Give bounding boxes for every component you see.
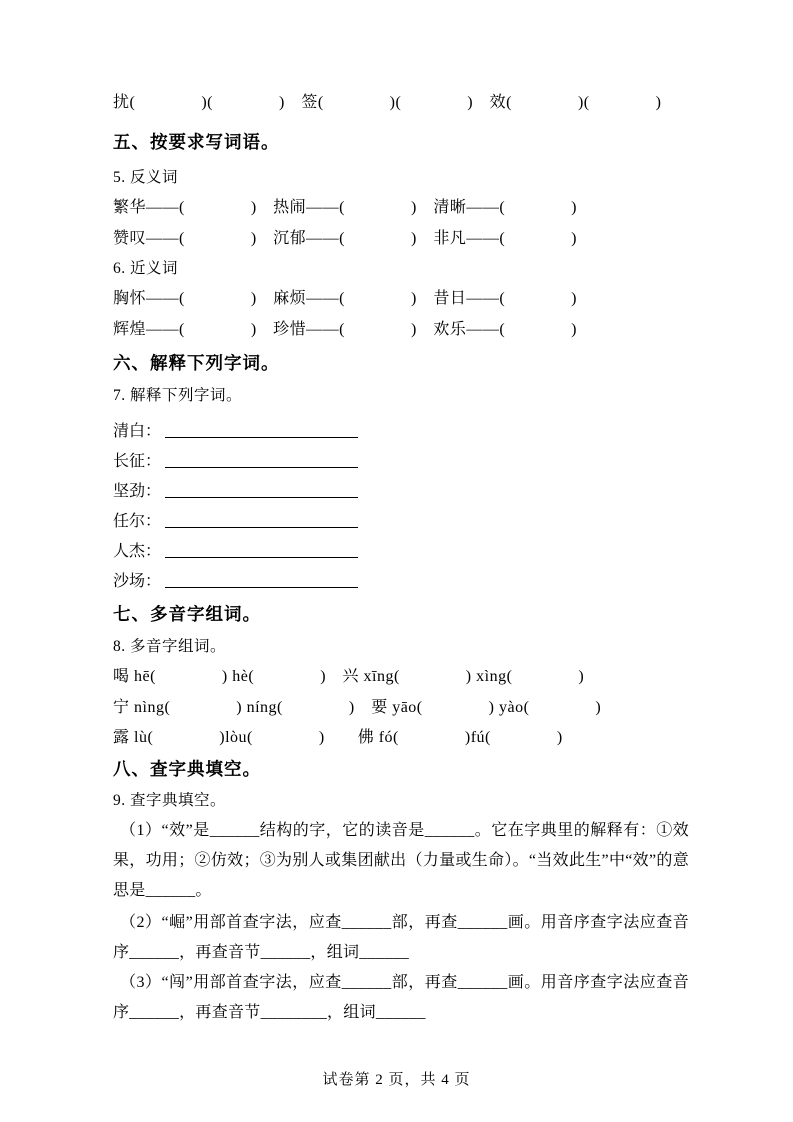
section-heading-eight: 八、查字典填空。 xyxy=(113,759,261,779)
definition-term: 坚劲： xyxy=(113,483,162,500)
definition-term: 任尔： xyxy=(113,513,162,530)
word-group-fill-row: 扰( )( ) 签( )( ) 效( )( ) xyxy=(113,94,662,111)
synonym-row: 胸怀——( ) 麻烦——( ) 昔日——( ) xyxy=(113,290,577,307)
definition-term: 人杰： xyxy=(113,543,162,560)
dictionary-question-2: （2）“崛”用部首查字法，应查______部，再查______画。用音序查字法应查音序______，再查音节______，组词______ xyxy=(113,914,689,961)
definition-line xyxy=(113,417,689,447)
answer-line xyxy=(165,512,358,528)
section-heading-five: 五、按要求写词语。 xyxy=(113,132,280,152)
exam-content xyxy=(113,88,689,1028)
dictionary-question-1: （1）“效”是______结构的字，它的读音是______。它在字典里的解释有：①效果，功用；②仿效；③为别人或集团献出（力量或生命）。“当效此生”中“效”的意思是______。 xyxy=(113,822,689,899)
answer-line xyxy=(165,572,358,588)
antonym-row: 赞叹——( ) 沉郁——( ) 非凡——( ) xyxy=(113,230,577,247)
definition-term: 长征： xyxy=(113,453,162,470)
antonym-row: 繁华——( ) 热闹——( ) 清晰——( ) xyxy=(113,199,577,216)
item-5-label: 5. 反义词 xyxy=(113,169,179,186)
definition-line xyxy=(113,567,689,597)
answer-line xyxy=(165,422,358,438)
page-footer: 试卷第 2 页，共 4 页 xyxy=(322,1072,471,1088)
answer-line xyxy=(165,482,358,498)
polyphone-row: 宁 nìng( ) níng( ) 要 yāo( ) yào( ) xyxy=(113,699,602,716)
definition-line xyxy=(113,507,689,537)
item-9-label: 9. 查字典填空。 xyxy=(113,792,227,809)
synonym-row: 辉煌——( ) 珍惜——( ) 欢乐——( ) xyxy=(113,321,577,338)
item-7-label: 7. 解释下列字词。 xyxy=(113,387,243,404)
dictionary-question-3: （3）“闯”用部首查字法，应查______部，再查______画。用音序查字法应查音序______，再查音节________，组词______ xyxy=(113,974,689,1021)
definition-line xyxy=(113,477,689,507)
definition-term: 清白： xyxy=(113,423,162,440)
definition-term: 沙场： xyxy=(113,573,162,590)
item-6-label: 6. 近义词 xyxy=(113,260,179,277)
polyphone-row: 喝 hē( ) hè( ) 兴 xīng( ) xìng( ) xyxy=(113,668,585,685)
section-heading-seven: 七、多音字组词。 xyxy=(113,604,261,624)
definition-line xyxy=(113,537,689,567)
answer-line xyxy=(165,452,358,468)
definition-line xyxy=(113,447,689,477)
answer-line xyxy=(165,542,358,558)
item-8-label: 8. 多音字组词。 xyxy=(113,638,227,655)
polyphone-row: 露 lù( )lòu( ) 佛 fó( )fú( ) xyxy=(113,729,563,746)
section-heading-six: 六、解释下列字词。 xyxy=(113,353,280,373)
